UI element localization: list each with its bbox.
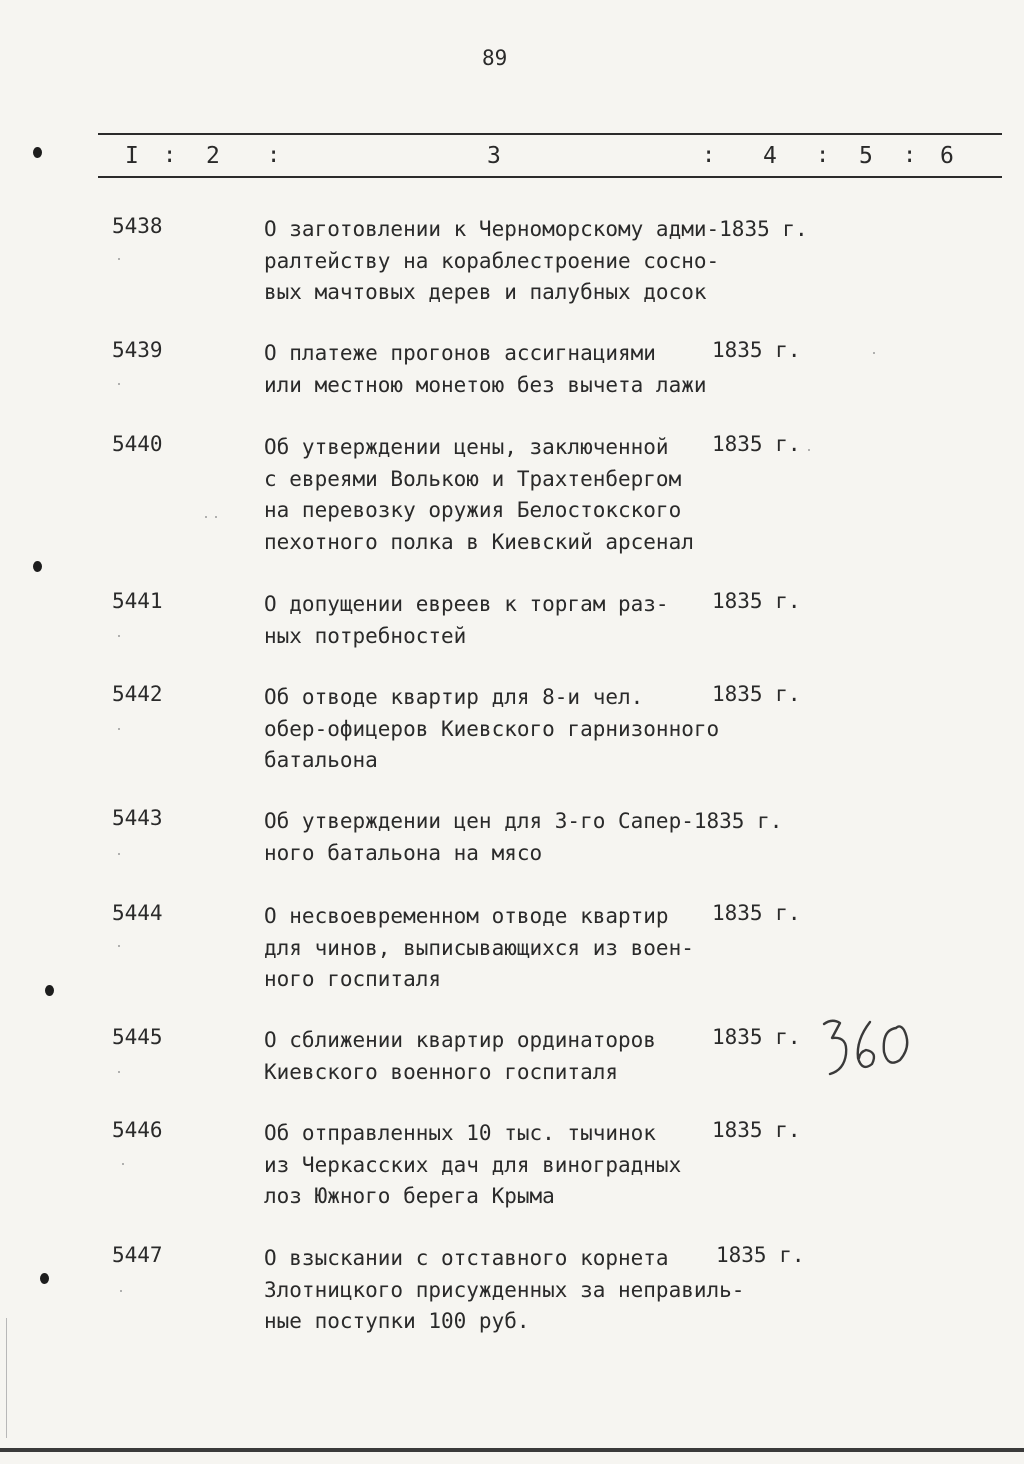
entry-title <box>264 901 694 996</box>
scan-speck <box>873 352 875 354</box>
punch-hole <box>40 1273 49 1284</box>
punch-hole <box>33 561 42 572</box>
entry-title <box>264 1118 681 1213</box>
col-header-3: 3 <box>487 143 501 169</box>
col-separator: : <box>903 143 917 168</box>
entry-title-line: О несвоевременном отводе квартир <box>264 904 669 928</box>
col-header-1: I <box>125 143 139 169</box>
entry-title-line: или местною монетою без вычета лажи <box>264 372 707 397</box>
scan-speck <box>118 728 120 730</box>
entry-number: 5442 <box>112 682 163 706</box>
entry-title-line: ные поступки 100 руб. <box>264 1309 530 1333</box>
scan-speck <box>118 853 120 855</box>
entry-number: 5444 <box>112 901 163 925</box>
entry-number: 5447 <box>112 1243 163 1267</box>
punch-hole <box>33 147 42 158</box>
entry-year: 1835 г. <box>712 682 801 706</box>
scan-speck <box>205 516 207 518</box>
entry-title <box>264 338 707 401</box>
header-top-rule <box>98 133 1002 135</box>
entry-title-line: на перевозку оружия Белостокского <box>264 498 682 522</box>
col-header-6: 6 <box>940 143 954 169</box>
scan-speck <box>118 635 120 637</box>
entry-number: 5443 <box>112 806 163 830</box>
entry-year: 1835 г. <box>712 338 801 362</box>
entry-title-line: батальона <box>264 748 378 772</box>
scan-speck <box>118 383 120 385</box>
scan-speck <box>120 1290 122 1292</box>
entry-title <box>264 682 719 777</box>
entry-title-line: О платеже прогонов ассигнациями <box>264 341 656 365</box>
entry-title-line: ралтейству на кораблестроение сосно- <box>264 248 720 273</box>
entry-title <box>264 432 694 558</box>
entry-title-line: лоз Южного берега Крыма <box>264 1184 555 1208</box>
entry-title-line: для чинов, выписывающихся из воен- <box>264 935 694 960</box>
scan-speck <box>118 1071 120 1073</box>
punch-hole <box>45 985 54 996</box>
entry-number: 5446 <box>112 1118 163 1142</box>
handwritten-digit-6 <box>858 1022 874 1067</box>
entry-number: 5439 <box>112 338 163 362</box>
scan-speck <box>215 516 217 518</box>
scan-speck <box>808 449 810 451</box>
col-separator: : <box>163 143 177 168</box>
entry-title <box>264 806 782 869</box>
entry-title-line: ного госпиталя <box>264 967 442 991</box>
entry-title-line: Об утверждении цены, заключенной <box>264 435 669 459</box>
entry-title-line: Об отводе квартир для 8-и чел. <box>264 685 644 709</box>
entry-title-line: обер-офицеров Киевского гарнизонного <box>264 716 720 741</box>
entry-title <box>264 214 808 309</box>
entry-title-line: О заготовлении к Черноморскому адми- <box>264 217 720 241</box>
entry-title-line: О сближении квартир ординаторов <box>264 1028 656 1052</box>
entry-number: 5438 <box>112 214 163 238</box>
entry-title-line: Киевского военного госпиталя <box>264 1059 619 1084</box>
entry-title <box>264 1025 656 1088</box>
col-separator: : <box>816 143 830 168</box>
entry-title-line: вых мачтовых дерев и палубных досок <box>264 280 707 304</box>
column-header <box>0 143 1024 171</box>
scan-edge-line <box>6 1318 7 1438</box>
col-separator: : <box>267 143 281 168</box>
entry-title <box>264 1243 744 1338</box>
page-number: 89 <box>482 46 508 70</box>
col-header-4: 4 <box>763 143 777 169</box>
scan-speck <box>122 1163 124 1165</box>
entry-title-line: с евреями Волькою и Трахтенбергом <box>264 466 682 491</box>
entry-title-line: Злотницкого присужденных за неправиль- <box>264 1277 745 1302</box>
entry-number: 5441 <box>112 589 163 613</box>
entry-year: 1835 г. <box>716 1243 805 1267</box>
entry-title <box>264 589 669 652</box>
col-header-2: 2 <box>206 143 220 169</box>
entry-year: 1835 г. <box>712 1118 801 1142</box>
entry-title-line: пехотного полка в Киевский арсенал <box>264 529 694 554</box>
entry-title-line: О взыскании с отставного корнета <box>264 1246 669 1270</box>
entry-year: 1835 г. <box>712 432 801 456</box>
handwritten-sheet-number <box>818 1012 914 1082</box>
entry-year: 1835 г. <box>693 809 783 833</box>
entry-title-line: из Черкасских дач для виноградных <box>264 1152 682 1177</box>
entry-number: 5445 <box>112 1025 163 1049</box>
entry-title-line: Об утверждении цен для 3-го Сапер- <box>264 809 694 833</box>
header-bottom-rule <box>98 176 1002 178</box>
scan-speck <box>118 945 120 947</box>
col-header-5: 5 <box>859 143 873 169</box>
col-separator: : <box>702 143 716 168</box>
entry-title-line: О допущении евреев к торгам раз- <box>264 592 669 616</box>
entry-title-line: ного батальона на мясо <box>264 840 543 865</box>
entry-year: 1835 г. <box>712 589 801 613</box>
entry-title-line: ных потребностей <box>264 623 467 648</box>
handwritten-digit-0 <box>884 1026 907 1062</box>
scan-speck <box>118 258 120 260</box>
entry-year: 1835 г. <box>712 901 801 925</box>
handwritten-digit-3 <box>824 1021 846 1074</box>
entry-year: 1835 г. <box>712 1025 801 1049</box>
entry-year: 1835 г. <box>719 217 808 241</box>
page-bottom-edge <box>0 1448 1024 1452</box>
entry-number: 5440 <box>112 432 163 456</box>
entry-title-line: Об отправленных 10 тыс. тычинок <box>264 1121 656 1145</box>
